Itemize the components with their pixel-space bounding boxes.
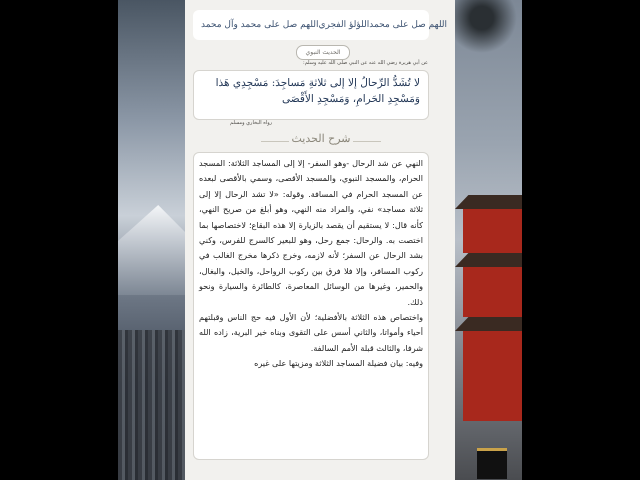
sharh-paragraph: واختصاص هذه الثلاثة بالأفضلية؛ لأن الأول فيه حج الناس وقبلتهم أحياء وأمواتا، والثاني أسس على التقوى وبناه خير البرية، زاده الله شرفا، والثالث قبلة الأمم السالفة. [199,312,423,353]
background-right-pagoda [455,0,522,480]
sharh-title: شرح الحديث [291,132,351,150]
header-bar [193,10,448,40]
sharh-box [193,152,429,460]
source-line: رواه البخاري ومسلم [230,120,273,126]
background-left-mountain [118,0,185,480]
pagoda-image [455,195,522,435]
city-image [118,330,185,480]
narrator-line: عن أبي هريرة رضي الله عنه عن النبي صلى الله عليه وسلم: [303,60,428,66]
header-left: اللهم صل على محمد وآل محمد [201,20,319,30]
header-center: اللؤلؤ الفجري [318,20,370,30]
tree-image [455,0,522,60]
section-badge: الحديث النبوي [296,45,350,60]
header-right: اللهم صل على محمد [369,20,448,30]
sharh-paragraph: وفيه: بيان فضيلة المساجد الثلاثة ومزيتها على غيره [254,358,423,369]
mountain-image [118,205,185,295]
kaaba-image [477,448,507,479]
sharh-paragraph: النهي عن شد الرحال -وهو السفر- إلا إلى المساجد الثلاثة: المسجد الحرام، والمسجد النبوي، والمسجد الأقصى، وسمي بالأقصى لبعده عن المسجد الحرام في المسافة. وقوله: «لا تشد الرحال إلا إلى ثلاثة مساجد» نفي، والمراد منه النهي، وهو أبلغ من صريح النهي، كأنه قال: لا يستقيم أن يقصد بالزيارة إلا هذه البقاع؛ لاختصاصها بما اختصت به. والرحال: جمع رحل، وهو للبعير كالسرج للفرس، وكني بشد الرحال عن السفر؛ لأنه لازمه، وخرج ذكرها مخرج الغالب في ركوب المسافر، وإلا فلا فرق بين ركوب الرواحل، والخيل، والبغال، والحمير، وغيرها من الوسائل المعاصرة، كالطائرة والسيارة ونحو ذلك. [199,158,423,307]
hadith-text: لا تُشَدُّ الرِّحالُ إلا إلى ثلاثةِ مَساجِدَ: مَسْجِدِي هَذا وَمَسْجِدِ الحَرامِ، وَمَسْجِدِ الأَقْصَى [193,70,429,120]
